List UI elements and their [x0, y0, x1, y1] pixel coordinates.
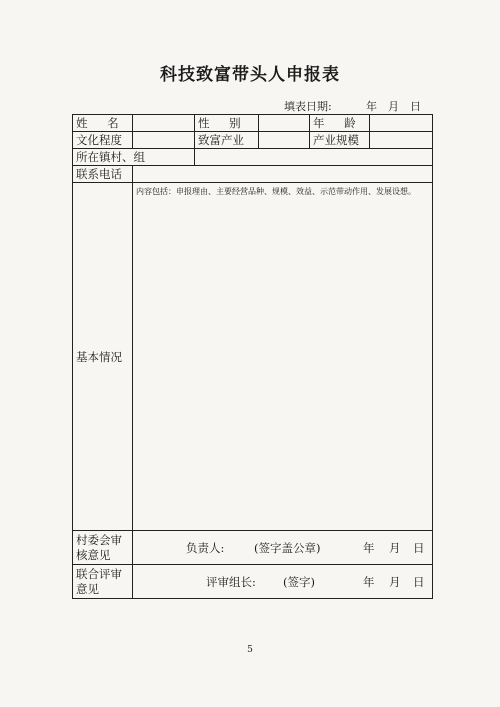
education-label: 文化程度: [73, 132, 133, 149]
joint-review-content-cell[interactable]: [133, 565, 433, 599]
scale-label: 产业规模: [310, 132, 370, 149]
joint-sign-day: 日: [413, 574, 425, 589]
village-sign-year: 年: [363, 540, 375, 555]
fill-date-label: 填表日期:: [284, 100, 332, 113]
fill-date-line: [0, 98, 500, 112]
gender-value-cell[interactable]: [259, 115, 310, 132]
industry-value-cell[interactable]: [259, 132, 310, 149]
gender-label: 性 别: [195, 115, 259, 132]
location-value-cell[interactable]: [195, 149, 433, 166]
application-form-table: [72, 114, 433, 599]
joint-signer-label: 评审组长:: [206, 574, 256, 589]
row-education-industry: [73, 132, 433, 149]
name-label: 姓 名: [73, 115, 133, 132]
joint-sign-hint: (签字): [283, 574, 315, 589]
age-value-cell[interactable]: [370, 115, 433, 132]
basic-info-label: 基本情况: [73, 183, 133, 531]
village-review-content-cell[interactable]: [133, 531, 433, 565]
village-review-label: 村委会审 核意见: [73, 531, 133, 565]
basic-info-note: 内容包括：申报理由、主要经营品种、规模、效益、示范带动作用、发展设想。: [136, 187, 416, 196]
row-joint-review: [73, 565, 433, 599]
industry-label: 致富产业: [195, 132, 259, 149]
row-phone: [73, 166, 433, 183]
row-basic-identity: [73, 115, 433, 132]
page-number: 5: [247, 645, 253, 655]
village-signer-label: 负责人:: [186, 540, 225, 555]
name-value-cell[interactable]: [133, 115, 195, 132]
joint-review-label: 联合评审 意见: [73, 565, 133, 599]
village-sign-month: 月: [389, 540, 401, 555]
fill-date-day: 日: [410, 100, 421, 113]
basic-info-content-cell[interactable]: [133, 183, 433, 531]
row-location: [73, 149, 433, 166]
row-village-review: [73, 531, 433, 565]
age-label: 年 龄: [310, 115, 370, 132]
scale-value-cell[interactable]: [370, 132, 433, 149]
joint-sign-year: 年: [363, 574, 375, 589]
village-sign-day: 日: [413, 540, 425, 555]
joint-sign-month: 月: [389, 574, 401, 589]
row-basic-info: [73, 183, 433, 531]
education-value-cell[interactable]: [133, 132, 195, 149]
village-sign-hint: (签字盖公章): [254, 540, 321, 555]
phone-value-cell[interactable]: [133, 166, 433, 183]
phone-label: 联系电话: [73, 166, 133, 183]
location-label: 所在镇村、组: [73, 149, 195, 166]
page-title: 科技致富带头人申报表: [160, 65, 340, 85]
fill-date-year: 年: [366, 100, 377, 113]
fill-date-month: 月: [388, 100, 399, 113]
